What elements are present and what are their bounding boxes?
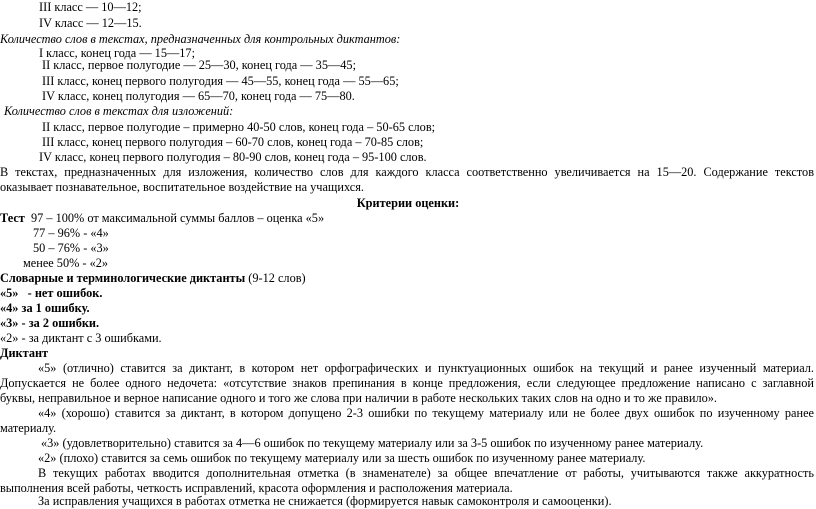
text-line: 77 – 96% - «4» bbox=[33, 226, 109, 240]
paragraph-line: «4» (хорошо) ставится за диктант, в котором допущено 2-3 ошибки по текущему материалу или не более двух ошибок по изученному ранее bbox=[38, 406, 814, 420]
criteria-heading: Критерии оценки: bbox=[356, 196, 460, 210]
text-line: буквы, неправильное и верное написание одного и того же слова при наличии в работе нескольких таких слов на одно и то же правило». bbox=[0, 391, 717, 405]
section-heading: Количество слов в текстах, предназначенных для контрольных диктантов: bbox=[0, 32, 401, 46]
grade-line: «2» - за диктант с 3 ошибками. bbox=[0, 331, 162, 345]
text-line: III класс, конец первого полугодия – 60-70 слов, конец года – 70-85 слов; bbox=[42, 135, 424, 149]
text-line: «3» (удовлетворительно) ставится за 4—6 ошибок по текущему материалу или за 3-5 ошибок по изученному ранее материалу. bbox=[41, 436, 704, 450]
text-line: II класс, первое полугодие – примерно 40-50 слов, конец года – 50-65 слов; bbox=[42, 120, 436, 134]
paragraph-line: «5» (отлично) ставится за диктант, в котором нет орфографических и пунктуационных ошибок на текущий и ранее изученный материал. bbox=[38, 361, 814, 375]
grade-line: «4» за 1 ошибку. bbox=[0, 301, 90, 315]
text-line: IV класс — 12—15. bbox=[39, 16, 142, 30]
paragraph-line: Допускается не более одного недочета: «отсутствие знаков препинания в конце предложения, если следующее предложение написано с заглавной bbox=[0, 376, 814, 390]
paragraph-line: В текущих работах вводится дополнительная отметка (в знаменателе) за общее впечатление от работы, учитываются также аккуратность bbox=[38, 466, 814, 480]
text-line: II класс, первое полугодие — 25—30, конец года — 35—45; bbox=[42, 58, 356, 72]
text-line: материалу. bbox=[0, 421, 57, 435]
dictation-heading: Диктант bbox=[0, 346, 49, 360]
text-line: менее 50% - «2» bbox=[23, 256, 109, 270]
text-line: I класс, конец года — 15—17; bbox=[39, 46, 195, 60]
text-line: оказывает познавательное, воспитательное воздействие на учащихся. bbox=[0, 180, 364, 194]
text-line: выполнения всей работы, четкость исправлений, красота оформления и расположения материала. bbox=[0, 481, 513, 495]
text-line: IV класс, конец полугодия — 65—70, конец года — 75—80. bbox=[42, 89, 355, 103]
test-line bbox=[0, 211, 324, 226]
test-criteria: 97 – 100% от максимальной суммы баллов – оценка «5» bbox=[31, 211, 325, 225]
dictation-heading-line bbox=[0, 271, 306, 286]
vocab-dictation-heading: Словарные и терминологические диктанты bbox=[0, 271, 246, 285]
grade-line: «3» - за 2 ошибки. bbox=[0, 316, 100, 330]
text-line: 50 – 76% - «3» bbox=[33, 241, 109, 255]
paragraph-line: В текстах, предназначенных для изложения, количество слов для каждого класса соответственно увеличивается на 15—20. Содержание текстов bbox=[0, 165, 814, 179]
text-line: IV класс, конец первого полугодия – 80-90 слов, конец года – 95-100 слов. bbox=[39, 150, 427, 164]
word-count: (9-12 слов) bbox=[248, 271, 306, 285]
text-line: III класс — 10—12; bbox=[39, 0, 142, 14]
test-label: Тест bbox=[0, 211, 25, 225]
text-line: III класс, конец первого полугодия — 45—55, конец года — 55—65; bbox=[42, 74, 399, 88]
text-line: «2» (плохо) ставится за семь ошибок по текущему материалу или за шесть ошибок по изученному ранее материалу. bbox=[38, 451, 646, 465]
text-line: За исправления учащихся в работах отметка не снижается (формируется навык самоконтроля и самооценки). bbox=[38, 494, 612, 508]
section-heading: Количество слов в текстах для изложений: bbox=[4, 104, 234, 118]
grade-line: «5» - нет ошибок. bbox=[0, 286, 103, 300]
